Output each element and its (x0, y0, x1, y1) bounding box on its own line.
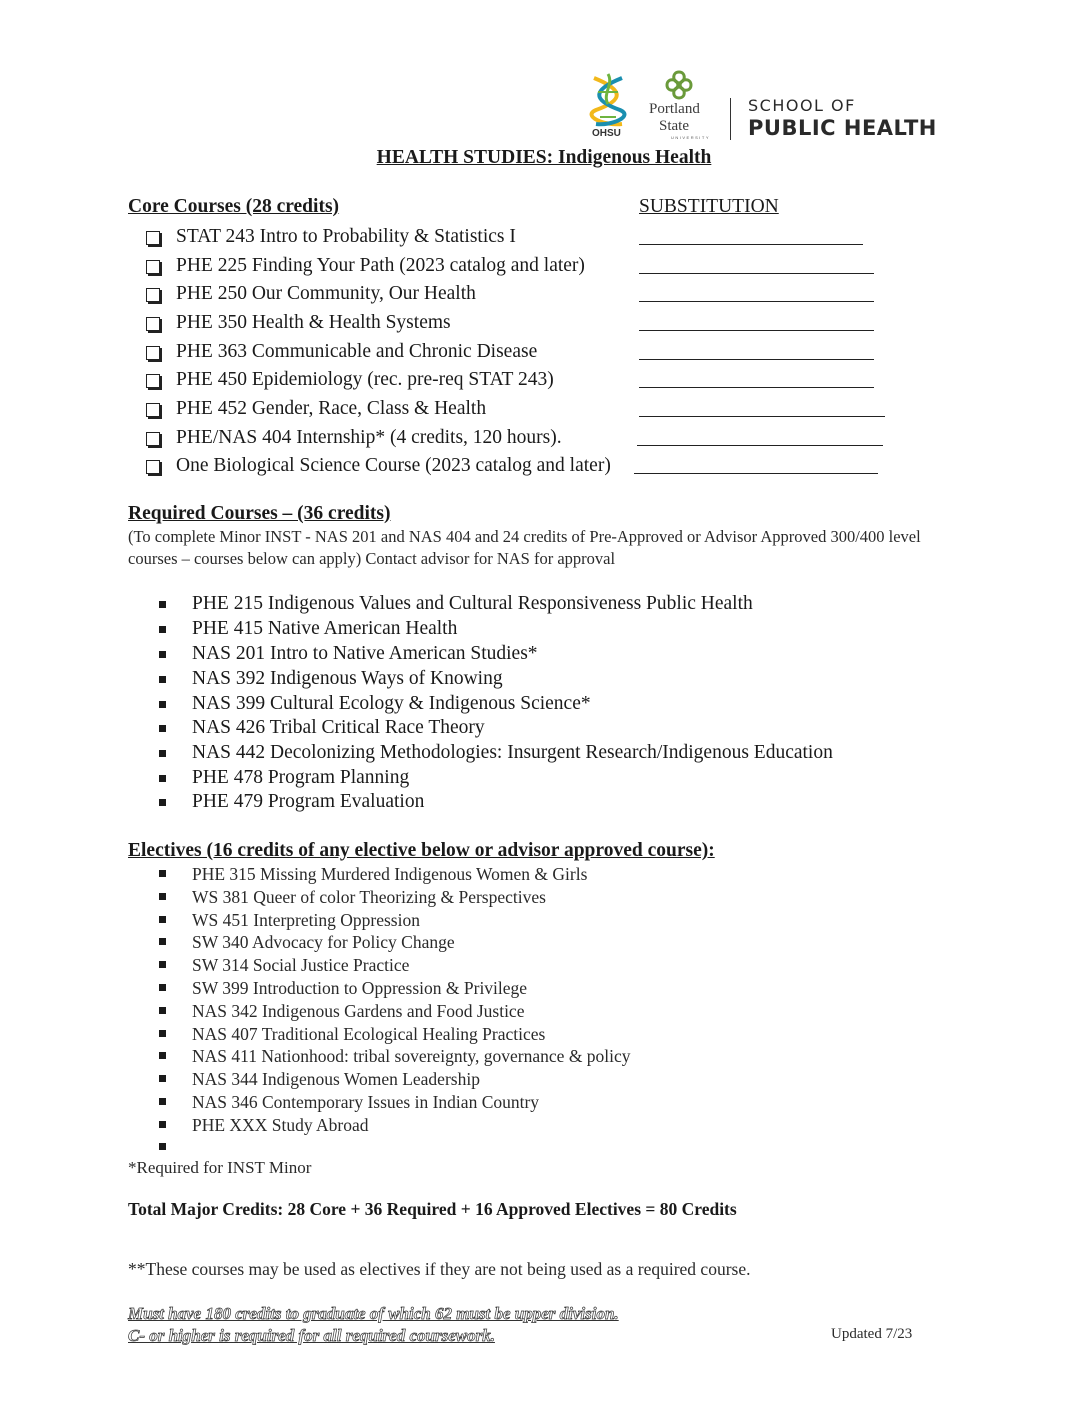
checkbox[interactable] (146, 260, 160, 274)
psu-wordmark (649, 101, 700, 135)
elective-label: WS 451 Interpreting Oppression (192, 910, 420, 930)
core-course-label: One Biological Science Course (2023 catalog and later) (176, 455, 611, 476)
substitution-line[interactable] (639, 330, 874, 331)
required-course-label: PHE 415 Native American Health (192, 618, 458, 639)
header-logos (584, 70, 956, 142)
core-courses-heading: Core Courses (28 credits) (128, 196, 340, 217)
elective-label: SW 314 Social Justice Practice (192, 955, 410, 975)
bullet-icon (159, 1098, 166, 1105)
elective-label: WS 381 Queer of color Theorizing & Perspectives (192, 887, 546, 907)
psu-line-1: Portland (649, 101, 700, 117)
bullet-icon (159, 701, 166, 708)
bullet-icon (159, 1052, 166, 1059)
checkbox[interactable] (146, 346, 160, 360)
psu-line-2: State (659, 118, 689, 134)
required-course-label: PHE 478 Program Planning (192, 767, 410, 788)
substitution-line[interactable] (639, 359, 874, 360)
psu-logo (644, 70, 716, 142)
inst-minor-note: *Required for INST Minor (128, 1158, 312, 1177)
ohsu-label: OHSU (592, 128, 621, 139)
required-course-label: NAS 442 Decolonizing Methodologies: Insurgent Research/Indigenous Education (192, 742, 833, 763)
bullet-icon (159, 1030, 166, 1037)
required-courses-heading: Required Courses – (36 credits) (128, 503, 391, 524)
bullet-icon (159, 601, 166, 608)
substitution-line[interactable] (639, 301, 874, 302)
electives-note: **These courses may be used as electives if they are not being used as a required course. (128, 1259, 751, 1279)
checkbox[interactable] (146, 231, 160, 245)
checkbox[interactable] (146, 403, 160, 417)
bullet-icon (159, 651, 166, 658)
core-course-item (0, 398, 1088, 424)
bullet-icon (159, 676, 166, 683)
elective-label: PHE 315 Missing Murdered Indigenous Women & Girls (192, 864, 588, 884)
bullet-icon (159, 626, 166, 633)
elective-label: SW 399 Introduction to Oppression & Privilege (192, 978, 528, 998)
total-credits: Total Major Credits: 28 Core + 36 Required + 16 Approved Electives = 80 Credits (128, 1199, 737, 1219)
core-course-label: PHE/NAS 404 Internship* (4 credits, 120 hours). (176, 427, 562, 448)
bullet-icon (159, 984, 166, 991)
bullet-icon (159, 1007, 166, 1014)
core-course-label: PHE 363 Communicable and Chronic Disease (176, 341, 538, 362)
bullet-icon (159, 916, 166, 923)
bullet-icon (159, 893, 166, 900)
required-course-label: NAS 201 Intro to Native American Studies* (192, 643, 538, 664)
updated-date: Updated 7/23 (831, 1326, 913, 1342)
core-course-label: STAT 243 Intro to Probability & Statistics I (176, 226, 516, 247)
core-course-item (0, 312, 1088, 338)
elective-label: NAS 342 Indigenous Gardens and Food Justice (192, 1001, 525, 1021)
core-course-item (0, 369, 1088, 395)
core-course-label: PHE 450 Epidemiology (rec. pre-req STAT 243) (176, 369, 554, 390)
psu-university: UNIVERSITY (671, 135, 711, 140)
elective-label: PHE XXX Study Abroad (192, 1115, 369, 1135)
required-course-label: NAS 392 Indigenous Ways of Knowing (192, 668, 503, 689)
substitution-line[interactable] (634, 473, 878, 474)
core-course-item (0, 283, 1088, 309)
checkbox[interactable] (146, 374, 160, 388)
checkbox[interactable] (146, 432, 160, 446)
graduation-requirement: Must have 180 credits to graduate of which 62 must be upper division. (128, 1304, 619, 1323)
bullet-icon (159, 938, 166, 945)
core-course-label: PHE 350 Health & Health Systems (176, 312, 451, 333)
bullet-icon (159, 750, 166, 757)
elective-label: NAS 344 Indigenous Women Leadership (192, 1069, 480, 1089)
bullet-icon (159, 1075, 166, 1082)
substitution-line[interactable] (639, 244, 863, 245)
elective-label: NAS 407 Traditional Ecological Healing Practices (192, 1024, 546, 1044)
bullet-icon (159, 1121, 166, 1128)
substitution-line[interactable] (637, 445, 883, 446)
substitution-line[interactable] (639, 416, 885, 417)
substitution-line[interactable] (639, 273, 874, 274)
elective-label: NAS 346 Contemporary Issues in Indian Country (192, 1092, 540, 1112)
bullet-icon (159, 725, 166, 732)
core-course-item (0, 455, 1088, 481)
required-course-label: NAS 426 Tribal Critical Race Theory (192, 717, 485, 738)
bullet-icon (159, 870, 166, 877)
substitution-line[interactable] (639, 387, 874, 388)
required-course-label: NAS 399 Cultural Ecology & Indigenous Science* (192, 693, 591, 714)
core-course-item (0, 341, 1088, 367)
checkbox[interactable] (146, 460, 160, 474)
substitution-heading: SUBSTITUTION (639, 196, 779, 217)
checkbox[interactable] (146, 288, 160, 302)
ohsu-logo (584, 70, 634, 142)
core-course-item (0, 255, 1088, 281)
bullet-icon (159, 1143, 166, 1150)
checkbox[interactable] (146, 317, 160, 331)
core-course-label: PHE 250 Our Community, Our Health (176, 283, 476, 304)
school-line-2: PUBLIC HEALTH (748, 116, 937, 140)
core-course-label: PHE 452 Gender, Race, Class & Health (176, 398, 487, 419)
bullet-icon (159, 775, 166, 782)
psu-leaf-icon (664, 70, 694, 100)
school-of-public-health-logo (748, 96, 937, 140)
bullet-icon (159, 961, 166, 968)
core-course-item (0, 427, 1088, 453)
electives-heading: Electives (16 credits of any elective below or advisor approved course): (128, 840, 715, 861)
document-title: HEALTH STUDIES: Indigenous Health (376, 147, 712, 168)
core-course-label: PHE 225 Finding Your Path (2023 catalog and later) (176, 255, 585, 276)
required-courses-note: (To complete Minor INST - NAS 201 and NAS 404 and 24 credits of Pre-Approved or Advisor Approved 300/400 level courses – courses below can apply) Contact advisor for NAS for approval (128, 527, 921, 568)
core-course-item (0, 226, 1088, 252)
school-line-1: SCHOOL OF (748, 96, 856, 115)
required-course-label: PHE 215 Indigenous Values and Cultural Responsiveness Public Health (192, 593, 753, 614)
elective-label: SW 340 Advocacy for Policy Change (192, 932, 455, 952)
elective-label: NAS 411 Nationhood: tribal sovereignty, governance & policy (192, 1046, 631, 1066)
logo-divider (730, 98, 731, 140)
bullet-icon (159, 799, 166, 806)
required-course-label: PHE 479 Program Evaluation (192, 791, 425, 812)
grade-requirement: C- or higher is required for all required coursework. (128, 1326, 495, 1345)
